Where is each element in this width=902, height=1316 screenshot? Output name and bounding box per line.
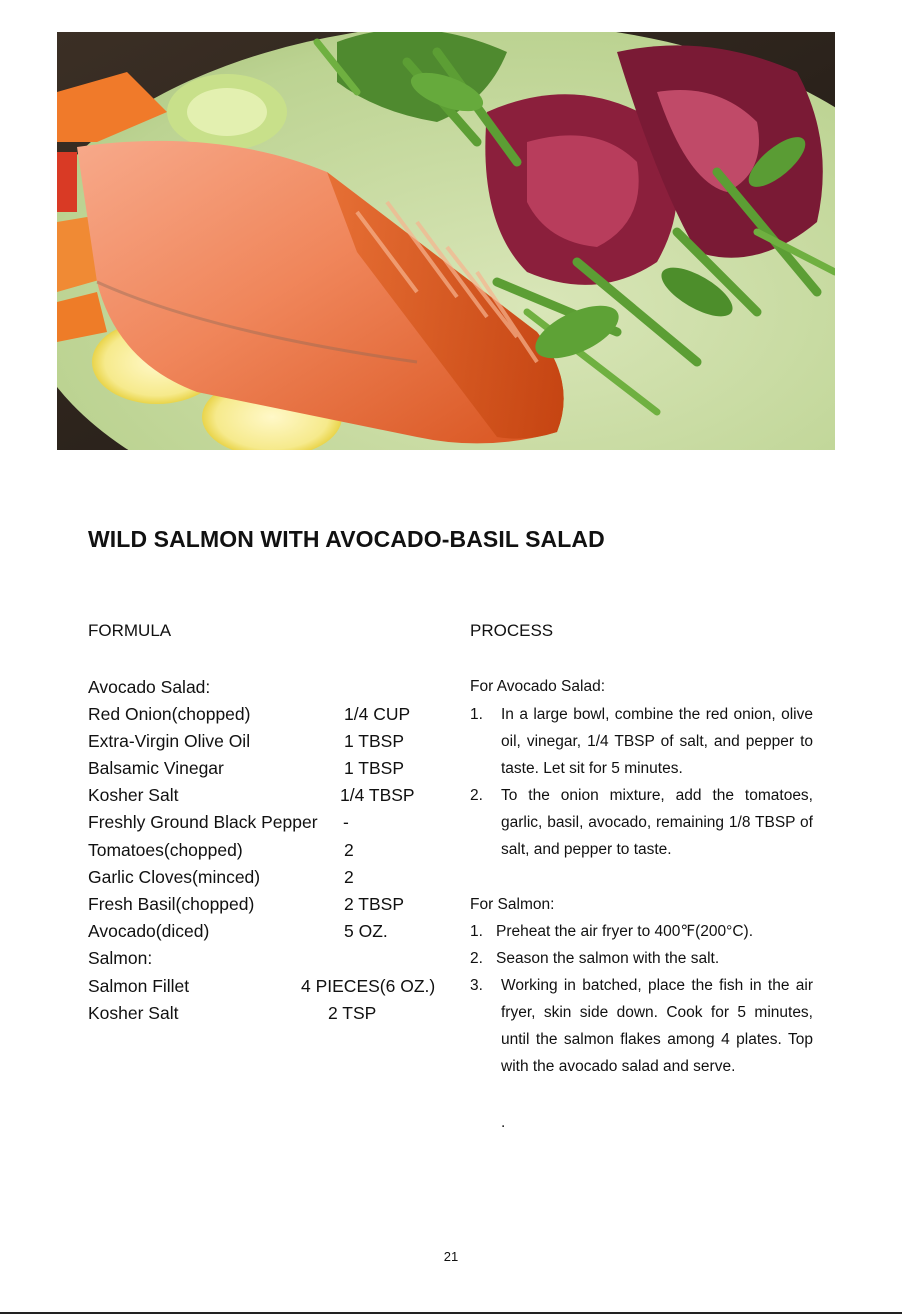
ingredient-row [88, 894, 404, 914]
ingredient-row [88, 758, 404, 778]
ingredient-quantity: 4 PIECES(6 OZ.) [301, 976, 436, 996]
ingredient-row [88, 1003, 377, 1023]
ingredient-quantity: - [343, 812, 349, 832]
ingredient-quantity: 1/4 TBSP [340, 785, 415, 805]
ingredient-name: Freshly Ground Black Pepper [88, 812, 318, 832]
ingredient-quantity: 1 TBSP [344, 731, 404, 751]
ingredient-row [88, 976, 436, 996]
step-text: In a large bowl, combine the red onion, olive oil, vinegar, 1/4 TBSP of salt, and pepper to taste. Let sit for 5 minutes. [501, 706, 813, 777]
ingredient-row [88, 867, 354, 887]
trailing-mark: . [501, 1114, 506, 1131]
page-number: 21 [443, 1249, 459, 1264]
ingredient-section-label [88, 677, 210, 697]
ingredient-quantity: 5 OZ. [344, 921, 388, 941]
ingredient-name: Kosher Salt [88, 1003, 179, 1023]
step-text: To the onion mixture, add the tomatoes, garlic, basil, avocado, remaining 1/8 TBSP of salt, and pepper to taste. [501, 787, 813, 858]
formula-heading: FORMULA [88, 621, 172, 640]
ingredient-name: Salmon: [88, 948, 153, 968]
step-number: 3. [470, 977, 483, 994]
ingredient-name: Extra-Virgin Olive Oil [88, 731, 251, 751]
ingredient-name: Garlic Cloves(minced) [88, 867, 261, 887]
ingredient-row [88, 812, 349, 832]
ingredient-quantity: 1/4 CUP [344, 704, 411, 724]
step-text: Season the salmon with the salt. [496, 950, 720, 967]
ingredient-quantity: 2 TSP [328, 1003, 377, 1023]
ingredient-section-label [88, 948, 152, 968]
ingredient-name: Fresh Basil(chopped) [88, 894, 255, 914]
ingredient-quantity: 2 TBSP [344, 894, 404, 914]
ingredient-quantity: 2 [344, 840, 354, 860]
salmon-plate-illustration [57, 32, 835, 450]
ingredient-row [88, 785, 415, 805]
ingredient-name: Avocado Salad: [88, 677, 211, 697]
process-heading: PROCESS [470, 621, 554, 640]
ingredient-quantity: 1 TBSP [344, 758, 404, 778]
ingredient-name: Kosher Salt [88, 785, 179, 805]
step-text: Preheat the air fryer to 400℉(200°C). [496, 923, 754, 940]
salmon-section-label: For Salmon: [470, 896, 555, 913]
step-number: 1. [470, 706, 483, 723]
recipe-title: WILD SALMON WITH AVOCADO-BASIL SALAD [88, 526, 605, 552]
ingredient-row [88, 704, 411, 724]
ingredient-row [88, 921, 388, 941]
ingredient-name: Balsamic Vinegar [88, 758, 224, 778]
ingredient-name: Tomatoes(chopped) [88, 840, 243, 860]
ingredient-name: Salmon Fillet [88, 976, 190, 996]
step-text: Working in batched, place the fish in the air fryer, skin side down. Cook for 5 minutes, until the salmon flakes among 4 plates. Top with the avocado salad and serve. [501, 977, 813, 1075]
recipe-photo [57, 32, 835, 450]
step-number: 2. [470, 787, 483, 804]
ingredient-name: Red Onion(chopped) [88, 704, 251, 724]
ingredient-quantity: 2 [344, 867, 354, 887]
ingredient-row [88, 731, 404, 751]
ingredient-row [88, 840, 354, 860]
avocado-section-label: For Avocado Salad: [470, 678, 605, 695]
bottom-rule [0, 1312, 902, 1314]
ingredient-name: Avocado(diced) [88, 921, 210, 941]
step-number: 1. [470, 923, 483, 940]
step-number: 2. [470, 950, 483, 967]
